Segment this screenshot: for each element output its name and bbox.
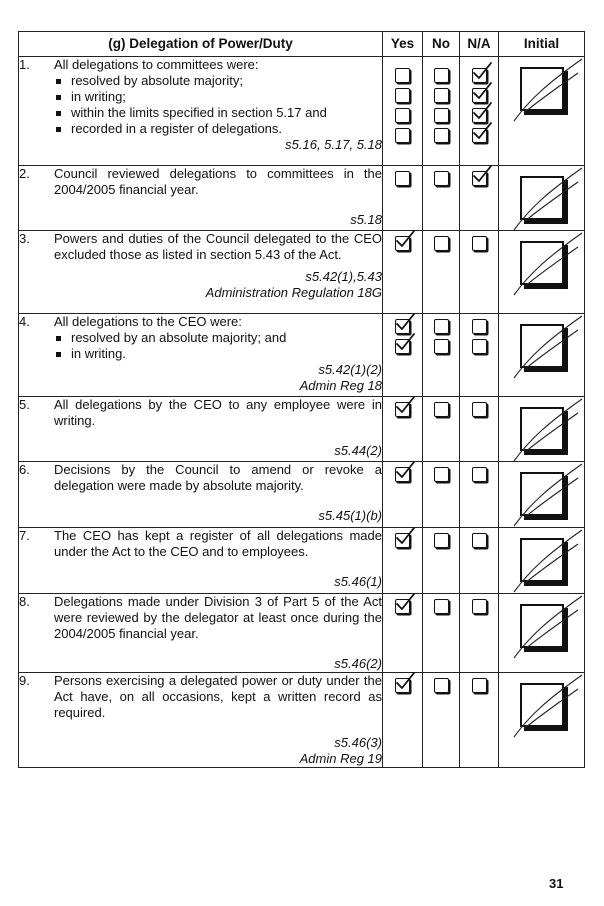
initial-stack: [499, 462, 584, 516]
question-body: [54, 314, 382, 362]
checkbox-stack: [423, 231, 459, 251]
answer-cell-na: [460, 594, 499, 673]
question-text: All delegations to committees were:: [54, 57, 259, 72]
checkmark-icon: [471, 121, 493, 141]
initial-box[interactable]: [520, 407, 564, 451]
question-body: [54, 57, 382, 137]
na-checkbox[interactable]: [472, 467, 487, 482]
initial-cell: [499, 397, 585, 462]
initial-cell: [499, 57, 585, 166]
no-checkbox[interactable]: [434, 108, 449, 123]
no-checkbox[interactable]: [434, 467, 449, 482]
question-cell: [19, 528, 383, 594]
answer-cell-na: [460, 166, 499, 231]
bullet-item: within the limits specified in section 5.17 and: [54, 105, 382, 121]
checkbox-stack: [423, 528, 459, 548]
answer-cell-yes: [383, 231, 423, 314]
checkmark-icon: [471, 101, 493, 121]
checklist-row: [19, 462, 585, 528]
na-checkbox[interactable]: [472, 236, 487, 251]
answer-cell-na: [460, 673, 499, 768]
checkmark-icon: [394, 395, 416, 415]
signature-mark: [508, 665, 588, 745]
question-text: All delegations to the CEO were:: [54, 314, 242, 329]
checklist-row: [19, 594, 585, 673]
no-checkbox[interactable]: [434, 533, 449, 548]
checklist-row: [19, 397, 585, 462]
checkbox-stack: [383, 166, 422, 186]
no-checkbox[interactable]: [434, 599, 449, 614]
yes-checkbox[interactable]: [395, 128, 410, 143]
initial-cell: [499, 231, 585, 314]
item-number: 3.: [19, 231, 30, 246]
checkbox-stack: [460, 57, 498, 143]
answer-cell-na: [460, 57, 499, 166]
na-checkbox[interactable]: [472, 402, 487, 417]
no-checkbox[interactable]: [434, 171, 449, 186]
legislation-reference: Admin Reg 18: [299, 378, 382, 393]
yes-checkbox[interactable]: [395, 339, 410, 354]
na-checkbox[interactable]: [472, 533, 487, 548]
checkbox-stack: [383, 594, 422, 614]
initial-stack: [499, 314, 584, 368]
answer-cell-yes: [383, 57, 423, 166]
question-cell: [19, 314, 383, 397]
answer-cell-no: [423, 673, 460, 768]
checkbox-stack: [423, 314, 459, 354]
legislation-reference: s5.44(2): [334, 443, 382, 458]
no-checkbox[interactable]: [434, 68, 449, 83]
question-cell: [19, 57, 383, 166]
checkbox-stack: [460, 594, 498, 614]
initial-box[interactable]: [520, 472, 564, 516]
legislation-reference: s5.46(1): [334, 574, 382, 589]
answer-cell-no: [423, 594, 460, 673]
yes-checkbox[interactable]: [395, 599, 410, 614]
answer-cell-no: [423, 528, 460, 594]
na-checkbox[interactable]: [472, 171, 487, 186]
checkbox-stack: [423, 594, 459, 614]
header-row: [19, 32, 585, 57]
yes-checkbox[interactable]: [395, 68, 410, 83]
initial-box[interactable]: [520, 324, 564, 368]
question-body: [54, 462, 382, 494]
question-body: [54, 231, 382, 263]
question-block: [19, 397, 382, 429]
checklist-row: [19, 314, 585, 397]
yes-checkbox[interactable]: [395, 88, 410, 103]
na-checkbox[interactable]: [472, 319, 487, 334]
checkbox-stack: [423, 673, 459, 693]
question-text: Decisions by the Council to amend or revoke a delegation were made by absolute majority.: [54, 462, 382, 493]
item-number: 5.: [19, 397, 30, 412]
checkmark-icon: [394, 229, 416, 249]
answer-cell-yes: [383, 528, 423, 594]
answer-cell-na: [460, 528, 499, 594]
question-text: Delegations made under Division 3 of Part 5 of the Act were reviewed by the delegator at least once during the 2004/2005 financial year.: [54, 594, 382, 641]
initial-box[interactable]: [520, 538, 564, 582]
question-body: [54, 594, 382, 642]
legislation-reference: s5.46(3): [334, 735, 382, 750]
checkbox-stack: [383, 57, 422, 143]
no-checkbox[interactable]: [434, 319, 449, 334]
checkmark-icon: [471, 61, 493, 81]
yes-checkbox[interactable]: [395, 236, 410, 251]
initial-box[interactable]: [520, 67, 564, 111]
question-block: [19, 231, 382, 263]
question-block: [19, 528, 382, 560]
checklist-row: [19, 528, 585, 594]
na-checkbox[interactable]: [472, 599, 487, 614]
question-block: [19, 166, 382, 198]
item-number: 4.: [19, 314, 30, 329]
answer-cell-no: [423, 314, 460, 397]
yes-checkbox[interactable]: [395, 678, 410, 693]
legislation-reference: s5.18: [350, 212, 382, 227]
initial-cell: [499, 528, 585, 594]
signature-mark: [508, 49, 588, 129]
answer-cell-yes: [383, 314, 423, 397]
question-cell: [19, 166, 383, 231]
initial-box[interactable]: [520, 176, 564, 220]
question-text: Powers and duties of the Council delegated to the CEO excluded those as listed in section 5.43 of the Act.: [54, 231, 382, 262]
answer-cell-na: [460, 231, 499, 314]
question-block: [19, 594, 382, 642]
bullet-list: [54, 330, 382, 362]
question-cell: [19, 594, 383, 673]
delegation-checklist-table: [18, 31, 585, 768]
column-initial: Initial: [499, 32, 585, 57]
answer-cell-no: [423, 462, 460, 528]
answer-cell-no: [423, 397, 460, 462]
checkbox-stack: [423, 462, 459, 482]
item-number: 1.: [19, 57, 30, 72]
question-block: [19, 57, 382, 137]
checkmark-icon: [471, 81, 493, 101]
legislation-reference: s5.45(1)(b): [318, 508, 382, 523]
initial-box[interactable]: [520, 241, 564, 285]
checkbox-stack: [383, 314, 422, 354]
checklist-row: [19, 166, 585, 231]
initial-stack: [499, 594, 584, 648]
bullet-item: in writing;: [54, 89, 382, 105]
checklist-row: [19, 231, 585, 314]
no-checkbox[interactable]: [434, 236, 449, 251]
initial-cell: [499, 462, 585, 528]
initial-stack: [499, 397, 584, 451]
checklist-row: [19, 57, 585, 166]
initial-stack: [499, 673, 584, 727]
answer-cell-no: [423, 166, 460, 231]
bullet-item: recorded in a register of delegations.: [54, 121, 382, 137]
initial-cell: [499, 594, 585, 673]
question-cell: [19, 231, 383, 314]
answer-cell-na: [460, 397, 499, 462]
checkbox-stack: [383, 528, 422, 548]
legislation-reference: s5.16, 5.17, 5.18: [285, 137, 382, 152]
question-body: [54, 166, 382, 198]
initial-cell: [499, 673, 585, 768]
item-number: 7.: [19, 528, 30, 543]
legislation-reference: Admin Reg 19: [299, 751, 382, 766]
checkbox-stack: [460, 314, 498, 354]
checkbox-stack: [423, 57, 459, 143]
question-text: The CEO has kept a register of all delegations made under the Act to the CEO and to employees.: [54, 528, 382, 559]
page-number: 31: [549, 876, 564, 891]
checkbox-stack: [460, 166, 498, 186]
checkbox-stack: [383, 462, 422, 482]
bullet-item: resolved by absolute majority;: [54, 73, 382, 89]
question-text: All delegations by the CEO to any employee were in writing.: [54, 397, 382, 428]
question-body: [54, 528, 382, 560]
answer-cell-yes: [383, 397, 423, 462]
na-checkbox[interactable]: [472, 339, 487, 354]
initial-box[interactable]: [520, 604, 564, 648]
yes-checkbox[interactable]: [395, 467, 410, 482]
bullet-list: [54, 73, 382, 137]
column-yes: Yes: [383, 32, 423, 57]
legislation-reference: s5.42(1)(2): [318, 362, 382, 377]
bullet-item: resolved by an absolute majority; and: [54, 330, 382, 346]
legislation-reference: s5.42(1),5.43: [305, 269, 382, 284]
column-na: N/A: [460, 32, 499, 57]
checklist-body: [19, 57, 585, 768]
checkmark-icon: [394, 312, 416, 332]
checkbox-stack: [383, 673, 422, 693]
item-number: 9.: [19, 673, 30, 688]
checkbox-stack: [383, 397, 422, 417]
signature-mark: [508, 586, 588, 666]
answer-cell-na: [460, 462, 499, 528]
checkbox-stack: [423, 397, 459, 417]
initial-box[interactable]: [520, 683, 564, 727]
question-cell: [19, 397, 383, 462]
checkbox-stack: [460, 462, 498, 482]
section-title: (g) Delegation of Power/Duty: [19, 32, 383, 57]
legislation-reference: Administration Regulation 18G: [205, 285, 382, 300]
checkbox-stack: [460, 673, 498, 693]
question-cell: [19, 673, 383, 768]
yes-checkbox[interactable]: [395, 402, 410, 417]
answer-cell-no: [423, 57, 460, 166]
signature-mark: [508, 306, 588, 386]
checkbox-stack: [460, 397, 498, 417]
checkbox-stack: [460, 528, 498, 548]
na-checkbox[interactable]: [472, 128, 487, 143]
answer-cell-yes: [383, 166, 423, 231]
question-text: Persons exercising a delegated power or duty under the Act have, on all occasions, kept a written record as required.: [54, 673, 382, 720]
item-number: 8.: [19, 594, 30, 609]
answer-cell-no: [423, 231, 460, 314]
checkmark-icon: [394, 592, 416, 612]
checkmark-icon: [394, 671, 416, 691]
checkbox-stack: [383, 231, 422, 251]
no-checkbox[interactable]: [434, 402, 449, 417]
checkmark-icon: [471, 164, 493, 184]
item-number: 2.: [19, 166, 30, 181]
no-checkbox[interactable]: [434, 128, 449, 143]
no-checkbox[interactable]: [434, 339, 449, 354]
answer-cell-yes: [383, 673, 423, 768]
checklist-row: [19, 673, 585, 768]
answer-cell-na: [460, 314, 499, 397]
answer-cell-yes: [383, 462, 423, 528]
no-checkbox[interactable]: [434, 678, 449, 693]
initial-stack: [499, 57, 584, 111]
no-checkbox[interactable]: [434, 88, 449, 103]
column-no: No: [423, 32, 460, 57]
question-body: [54, 397, 382, 429]
question-cell: [19, 462, 383, 528]
yes-checkbox[interactable]: [395, 533, 410, 548]
initial-stack: [499, 166, 584, 220]
checkmark-icon: [394, 460, 416, 480]
initial-cell: [499, 166, 585, 231]
checkbox-stack: [460, 231, 498, 251]
initial-stack: [499, 528, 584, 582]
question-block: [19, 462, 382, 494]
initial-cell: [499, 314, 585, 397]
na-checkbox[interactable]: [472, 678, 487, 693]
answer-cell-yes: [383, 594, 423, 673]
item-number: 6.: [19, 462, 30, 477]
question-body: [54, 673, 382, 721]
question-block: [19, 314, 382, 362]
checkmark-icon: [394, 526, 416, 546]
yes-checkbox[interactable]: [395, 108, 410, 123]
question-block: [19, 673, 382, 721]
signature-mark: [508, 223, 588, 303]
checkbox-stack: [423, 166, 459, 186]
initial-stack: [499, 231, 584, 285]
question-text: Council reviewed delegations to committees in the 2004/2005 financial year.: [54, 166, 382, 197]
yes-checkbox[interactable]: [395, 171, 410, 186]
legislation-reference: s5.46(2): [334, 656, 382, 671]
checkmark-icon: [394, 332, 416, 352]
bullet-item: in writing.: [54, 346, 382, 362]
